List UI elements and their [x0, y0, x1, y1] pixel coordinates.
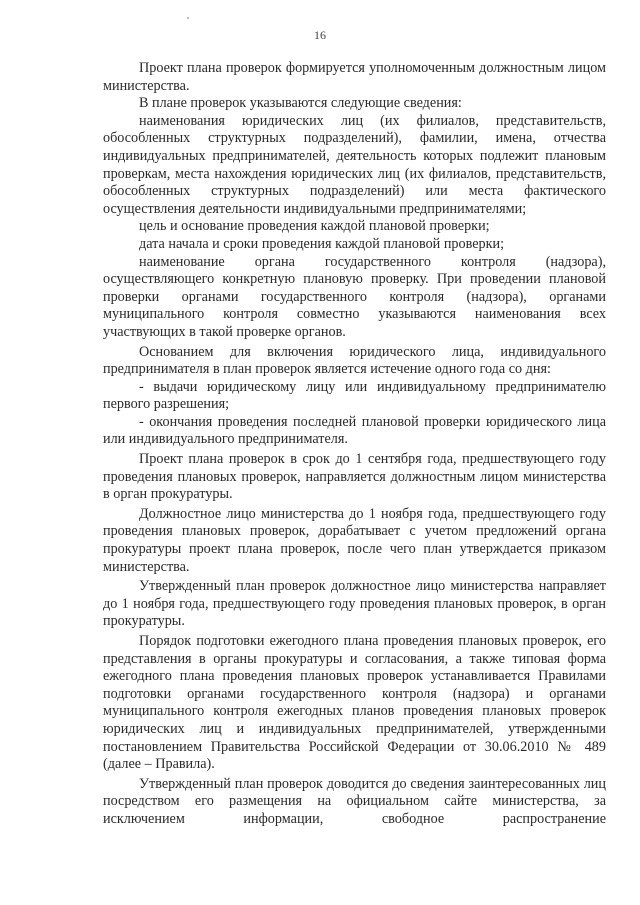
paragraph-draft-to-prosecutor: Проект плана проверок в срок до 1 сентября года, предшествующего году проведения плановых проверок, направляется должностным лицом министерства в орган прокуратуры. — [103, 451, 606, 503]
paragraph-inclusion-basis: Основанием для включения юридического лица, индивидуального предпринимателя в план проверок является истечение одного года со дня: — [103, 343, 606, 378]
paragraph-basis-last-inspection: - окончания проведения последней плановой проверки юридического лица или индивидуального предпринимателя. — [103, 413, 606, 448]
paragraph-basis-first-permit: - выдачи юридическому лицу или индивидуальному предпринимателю первого разрешения; — [103, 378, 606, 413]
paragraph-item-purpose: цель и основание проведения каждой плановой проверки; — [139, 218, 490, 235]
page-number: 16 — [314, 28, 326, 42]
paragraph-plan-contents-intro: В плане проверок указываются следующие сведения: — [139, 95, 462, 112]
paragraph-send-approved-plan: Утвержденный план проверок должностное лицо министерства направляет до 1 ноября года, предшествующего году проведения плановых проверок, в орган прокуратуры. — [103, 578, 606, 630]
scan-speck — [187, 17, 189, 19]
paragraph-finalize-plan: Должностное лицо министерства до 1 ноября года, предшествующего году проведения плановых проверок, дорабатывает с учетом предложений органа прокуратуры проект плана проверок, после чего план утверждается приказом министерства. — [103, 505, 606, 575]
paragraph-item-authority: наименование органа государственного контроля (надзора), осуществляющего конкретную плановую проверку. При проведении плановой проверки органами государственного контроля (надзора), органами муниципального контроля совместно указываются наименования всех участвующих в такой проверке органов. — [103, 253, 606, 340]
paragraph-item-dates: дата начала и сроки проведения каждой плановой проверки; — [139, 235, 505, 252]
paragraph-publication: Утвержденный план проверок доводится до сведения заинтересованных лиц посредством его размещения на официальном сайте министерства, за исключением информации, свободное распространение — [103, 775, 606, 827]
body-text — [103, 60, 606, 829]
paragraph-plan-draft: Проект плана проверок формируется уполномоченным должностным лицом министерства. — [103, 60, 606, 94]
paragraph-procedure-rules: Порядок подготовки ежегодного плана проведения плановых проверок, его представления в органы прокуратуры и согласования, а также типовая форма ежегодного плана проведения плановых проверок устанавливается Правилами подготовки органами государственного контроля (надзора) и органами муниципального контроля ежегодных планов проведения плановых проверок юридических лиц и индивидуальных предпринимателей, утвержденными постановлением Правительства Российской Федерации от 30.06.2010 № 489 (далее – Правила). — [103, 633, 606, 773]
paragraph-item-names: наименования юридических лиц (их филиалов, представительств, обособленных структурных подразделений), фамилии, имена, отчества индивидуальных предпринимателей, деятельность которых подлежит плановым проверкам, места нахождения юридических лиц (их филиалов, представительств, обособленных структурных подразделений) или места фактического осуществления деятельности индивидуальными предпринимателями; — [103, 112, 606, 217]
